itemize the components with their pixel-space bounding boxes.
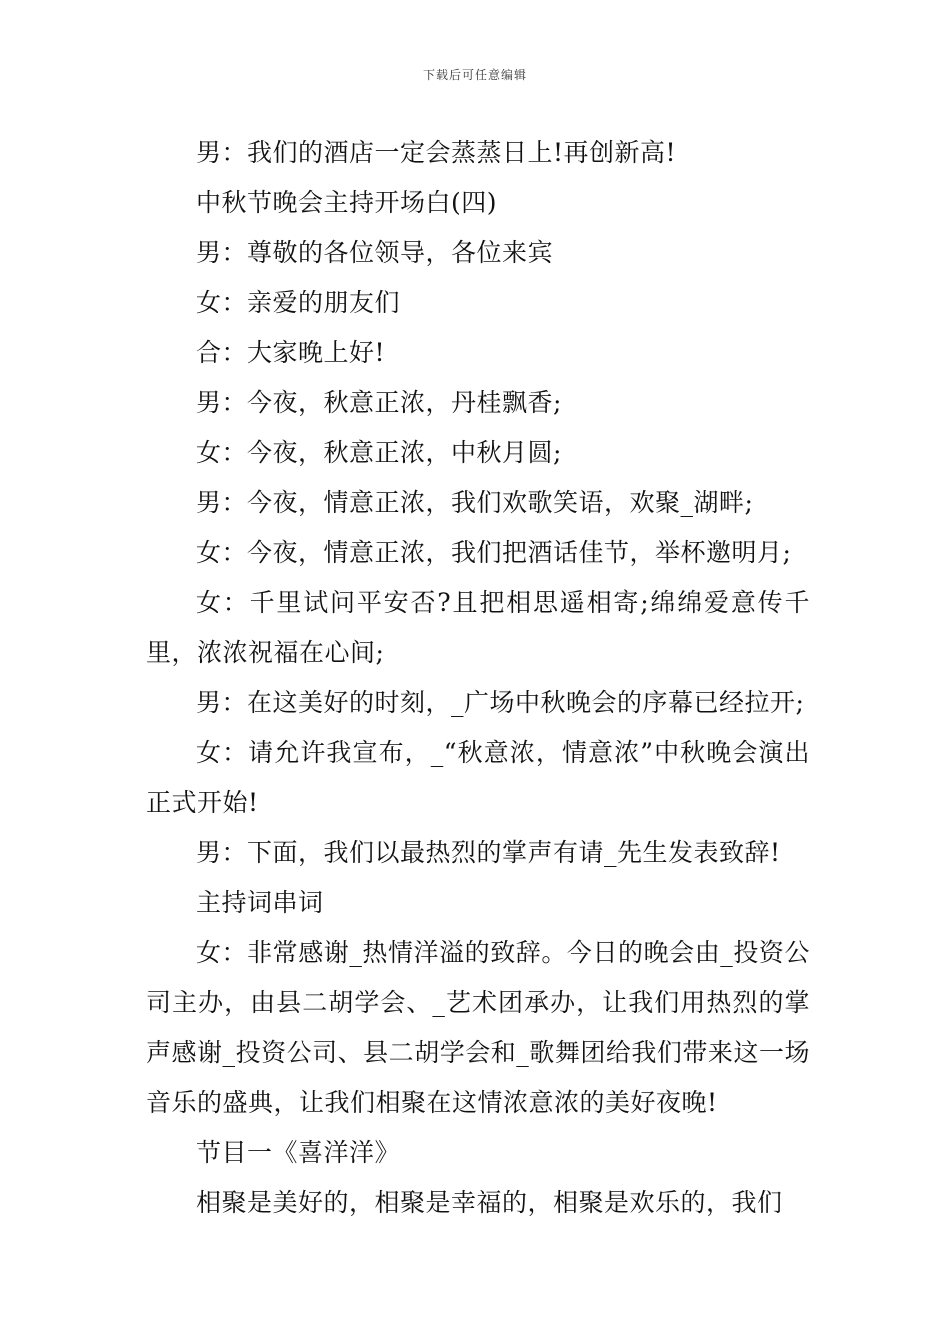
paragraph: 男：我们的酒店一定会蒸蒸日上!再创新高! xyxy=(196,138,677,167)
section-title: 中秋节晚会主持开场白(四) xyxy=(196,188,498,217)
paragraph: 男：今夜，秋意正浓，丹桂飘香; xyxy=(196,388,562,417)
paragraph: 男：下面，我们以最热烈的掌声有请_先生发表致辞! xyxy=(196,838,781,867)
paragraph: 女：千里试问平安否?且把相思遥相寄;绵绵爱意传千里，浓浓祝福在心间; xyxy=(146,588,810,667)
paragraph: 男：今夜，情意正浓，我们欢歌笑语，欢聚_湖畔; xyxy=(196,488,754,517)
paragraph: 合：大家晚上好! xyxy=(196,338,386,367)
section-title: 主持词串词 xyxy=(196,888,324,917)
paragraph: 女：今夜，情意正浓，我们把酒话佳节，举杯邀明月; xyxy=(196,538,792,567)
paragraph: 男：尊敬的各位领导，各位来宾 xyxy=(196,238,554,267)
paragraph: 男：在这美好的时刻，_广场中秋晚会的序幕已经拉开; xyxy=(196,688,805,717)
document-body xyxy=(146,128,810,1228)
paragraph: 女：亲爱的朋友们 xyxy=(196,288,401,317)
paragraph: 女：今夜，秋意正浓，中秋月圆; xyxy=(196,438,562,467)
paragraph: 女：非常感谢_热情洋溢的致辞。今日的晚会由_投资公司主办，由县二胡学会、_艺术团承办，让我们用热烈的掌声感谢_投资公司、县二胡学会和_歌舞团给我们带来这一场音乐的盛典，让我们相聚在这情浓意浓的美好夜晚! xyxy=(146,938,810,1117)
paragraph: 相聚是美好的，相聚是幸福的，相聚是欢乐的，我们 xyxy=(196,1188,783,1217)
section-title: 节目一《喜洋洋》 xyxy=(196,1138,401,1167)
paragraph: 女：请允许我宣布，_“秋意浓，情意浓”中秋晚会演出正式开始! xyxy=(146,738,810,817)
page-header: 下载后可任意编辑 xyxy=(422,68,527,82)
